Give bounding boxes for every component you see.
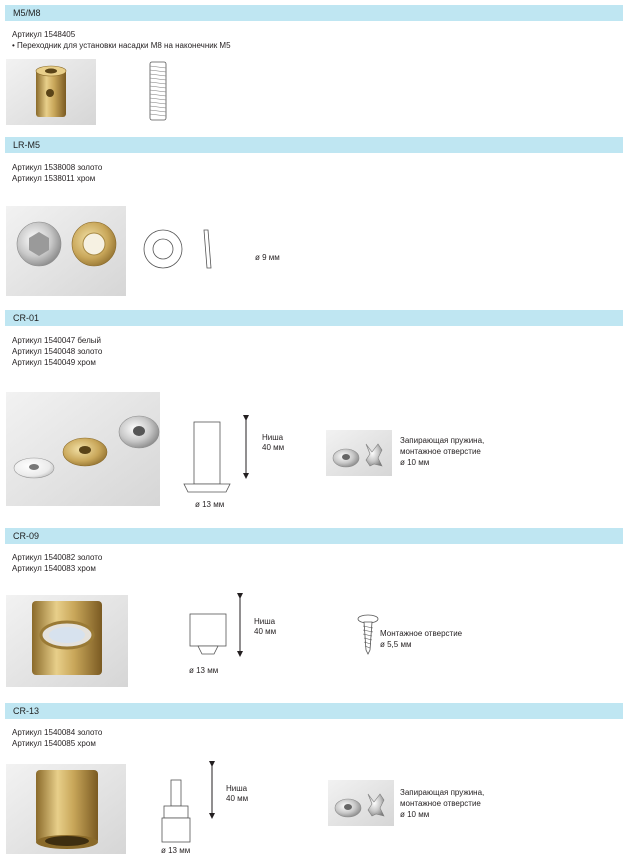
section-header-cr-09: [5, 528, 623, 544]
niche-value: 40 мм: [254, 627, 277, 636]
article-line: Артикул 1540085 хром: [12, 739, 96, 748]
mount-note: ø 5,5 мм: [380, 640, 412, 649]
section-title: CR-13: [13, 706, 40, 716]
spring-note: Запирающая пружина,: [400, 788, 485, 797]
spring-note: монтажное отверстие: [400, 799, 481, 808]
cr-13-niche-drawing: [158, 760, 224, 848]
article-line: Артикул 1540082 золото: [12, 553, 103, 562]
article-note: • Переходник для установки насадки M8 на наконечник M5: [12, 41, 231, 50]
article-line: Артикул 1538011 хром: [12, 174, 96, 183]
section-title: LR-M5: [13, 140, 41, 150]
cr-01-photo: [6, 392, 160, 506]
article-line: Артикул 1548405: [12, 30, 76, 39]
spring-note: монтажное отверстие: [400, 447, 481, 456]
spring-note: ø 10 мм: [400, 458, 430, 467]
diameter-label: ø 9 мм: [255, 253, 280, 262]
diameter-label: ø 13 мм: [195, 500, 225, 509]
diameter-label: ø 13 мм: [189, 666, 219, 675]
section-title: CR-01: [13, 313, 40, 323]
article-line: Артикул 1540084 золото: [12, 728, 103, 737]
section-title: CR-09: [13, 531, 40, 541]
locking-spring-photo: [328, 780, 394, 826]
spring-note: ø 10 мм: [400, 810, 430, 819]
article-line: Артикул 1540048 золото: [12, 347, 103, 356]
niche-value: 40 мм: [226, 794, 249, 803]
section-header-m5m8: [5, 5, 623, 21]
cr-09-photo: [6, 595, 128, 687]
section-title: M5/M8: [13, 8, 41, 18]
niche-value: 40 мм: [262, 443, 285, 452]
locking-spring-photo: [326, 430, 392, 476]
article-line: Артикул 1538008 золото: [12, 163, 103, 172]
cr-09-niche-drawing: [182, 592, 254, 658]
niche-label: Ниша: [262, 433, 284, 442]
cr-01-niche-drawing: [182, 412, 262, 496]
niche-label: Ниша: [254, 617, 276, 626]
section-header-cr-13: [5, 703, 623, 719]
article-line: Артикул 1540083 хром: [12, 564, 96, 573]
adapter-thread-drawing: [140, 58, 176, 124]
niche-label: Ниша: [226, 784, 248, 793]
spring-note: Запирающая пружина,: [400, 436, 485, 445]
lr-m5-washer-drawing: [142, 227, 222, 273]
cr-13-photo: [6, 764, 126, 854]
adapter-photo: [6, 59, 96, 125]
mount-note: Монтажное отверстие: [380, 629, 463, 638]
diameter-label: ø 13 мм: [161, 846, 191, 855]
article-line: Артикул 1540047 белый: [12, 336, 101, 345]
lr-m5-photo: [6, 206, 126, 296]
section-header-lr-m5: [5, 137, 623, 153]
article-line: Артикул 1540049 хром: [12, 358, 96, 367]
section-header-cr-01: [5, 310, 623, 326]
mounting-screw-drawing: [356, 614, 380, 656]
